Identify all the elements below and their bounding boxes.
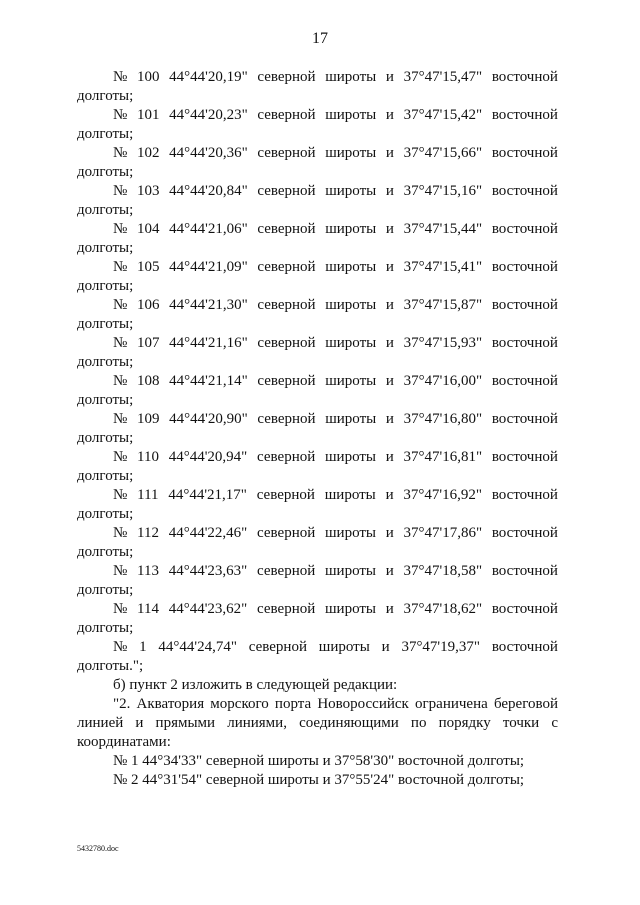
coordinate-w1: широты xyxy=(324,487,376,503)
coordinate-no: № xyxy=(113,183,128,199)
coordinate-w1: широты xyxy=(325,259,377,275)
coordinate-no: № xyxy=(113,487,128,503)
coordinate-tail: долготы; xyxy=(77,88,134,104)
coordinate-no: № xyxy=(113,373,128,389)
coordinate-lon: 37°47'18,58" xyxy=(403,563,483,579)
coordinate-w1: широты xyxy=(325,563,377,579)
coordinate-lon-label: восточной xyxy=(491,145,558,161)
coordinate-w1: широты xyxy=(325,411,377,427)
coordinate-lon-label: восточной xyxy=(491,563,558,579)
coordinate-num: 107 xyxy=(136,335,160,351)
coordinate-line xyxy=(77,68,558,87)
coordinate-lon: 37°47'16,00" xyxy=(403,373,483,389)
coordinate-num: 106 xyxy=(136,297,160,313)
coordinate-num: 100 xyxy=(136,69,160,85)
coordinate-line xyxy=(77,638,558,657)
coordinate-w1: широты xyxy=(325,145,377,161)
coordinate-list xyxy=(77,68,558,676)
coordinate-lon: 37°47'15,47" xyxy=(403,69,483,85)
coordinate-lon: 37°47'15,41" xyxy=(403,259,483,275)
coordinate-and: и xyxy=(385,69,394,85)
coordinate-lat: 44°44'20,84" xyxy=(169,183,248,199)
coordinate-num: 113 xyxy=(137,563,159,579)
coordinate-entry xyxy=(77,562,558,600)
coordinate-line xyxy=(77,562,558,581)
item-b-paragraph: б) пункт 2 изложить в следующей редакции: xyxy=(113,677,398,693)
coordinate-tail: долготы; xyxy=(77,620,134,636)
coordinate-no: № xyxy=(113,145,128,161)
coordinate-no: № xyxy=(113,639,128,655)
coordinate-and: и xyxy=(385,373,394,389)
coordinate-lon-label: восточной xyxy=(491,335,558,351)
coordinate-num: 1 xyxy=(139,639,147,655)
coordinate-and: и xyxy=(385,449,394,465)
coordinate-lon-label: восточной xyxy=(491,411,558,427)
coordinate-line xyxy=(77,106,558,125)
coordinate-lon: 37°47'15,42" xyxy=(403,107,483,123)
coordinate-lon-label: восточной xyxy=(491,449,558,465)
coordinate-tail: долготы; xyxy=(77,544,134,560)
coordinate-tail: долготы; xyxy=(77,430,134,446)
coordinate-lon-label: восточной xyxy=(491,183,558,199)
coordinate-lat: 44°44'23,62" xyxy=(168,601,248,617)
coordinate-lon: 37°47'15,66" xyxy=(403,145,483,161)
coordinate-line xyxy=(77,258,558,277)
coordinate-lat-label: северной xyxy=(257,411,316,427)
coordinate-w1: широты xyxy=(325,601,377,617)
coordinate-entry xyxy=(77,68,558,106)
coordinate-lon: 37°47'15,16" xyxy=(403,183,483,199)
coordinate-line xyxy=(77,524,558,543)
coordinate-lat: 44°44'21,09" xyxy=(169,259,248,275)
coordinate-and: и xyxy=(385,183,394,199)
coordinate-tail: долготы; xyxy=(77,506,134,522)
coordinate-lon-label: восточной xyxy=(491,601,558,617)
coordinate-lat-label: северной xyxy=(257,335,316,351)
coordinate-lon-label: восточной xyxy=(491,639,558,655)
coordinate-num: 110 xyxy=(137,449,159,465)
coordinate-and: и xyxy=(385,297,394,313)
coordinate-entry xyxy=(77,524,558,562)
coordinate-lat-label: северной xyxy=(256,487,315,503)
coordinate-lat-label: северной xyxy=(257,525,316,541)
coordinate-no: № xyxy=(113,335,128,351)
coordinate-no: № xyxy=(113,221,128,237)
coordinate-and: и xyxy=(385,487,394,503)
coordinate-num: 111 xyxy=(137,487,159,503)
coordinate-no: № xyxy=(113,69,128,85)
point-2-line: № 2 44°31'54" северной широты и 37°55'24" восточной долготы; xyxy=(113,772,525,788)
coordinate-lon-label: восточной xyxy=(491,297,558,313)
coordinate-entry xyxy=(77,448,558,486)
coordinate-lon-label: восточной xyxy=(491,487,558,503)
coordinate-w1: широты xyxy=(325,107,377,123)
coordinate-w1: широты xyxy=(325,221,377,237)
coordinate-lon: 37°47'17,86" xyxy=(403,525,483,541)
coordinate-no: № xyxy=(113,297,128,313)
coordinate-entry xyxy=(77,372,558,410)
coordinate-tail: долготы; xyxy=(77,582,134,598)
coordinate-and: и xyxy=(385,145,394,161)
coordinate-and: и xyxy=(385,259,394,275)
coordinate-tail: долготы; xyxy=(77,278,134,294)
coordinate-no: № xyxy=(113,601,128,617)
coordinate-and: и xyxy=(385,107,394,123)
coordinate-tail: долготы; xyxy=(77,392,134,408)
coordinate-lon: 37°47'19,37" xyxy=(401,639,481,655)
coordinate-num: 114 xyxy=(137,601,159,617)
coordinate-line xyxy=(77,600,558,619)
coordinate-and: и xyxy=(385,563,394,579)
coordinate-and: и xyxy=(385,601,394,617)
coordinate-lat: 44°44'21,14" xyxy=(169,373,248,389)
coordinate-lon: 37°47'15,87" xyxy=(403,297,483,313)
coordinate-lat: 44°44'20,36" xyxy=(169,145,248,161)
coordinate-line xyxy=(77,182,558,201)
coordinate-lon-label: восточной xyxy=(491,373,558,389)
coordinate-num: 109 xyxy=(136,411,160,427)
coordinate-line xyxy=(77,410,558,429)
coordinate-w1: широты xyxy=(325,373,377,389)
coordinate-num: 101 xyxy=(136,107,160,123)
coordinate-lon: 37°47'18,62" xyxy=(403,601,483,617)
coordinate-lon: 37°47'15,44" xyxy=(403,221,483,237)
coordinate-lat: 44°44'21,06" xyxy=(169,221,248,237)
coordinate-tail: долготы; xyxy=(77,354,134,370)
coordinate-tail: долготы; xyxy=(77,468,134,484)
coordinate-line xyxy=(77,448,558,467)
coordinate-no: № xyxy=(113,107,128,123)
coordinate-num: 108 xyxy=(136,373,160,389)
coordinate-and: и xyxy=(385,221,394,237)
coordinate-entry xyxy=(77,144,558,182)
coordinate-and: и xyxy=(385,525,394,541)
coordinate-lat-label: северной xyxy=(248,639,307,655)
coordinate-lat-label: северной xyxy=(257,107,316,123)
coordinate-w1: широты xyxy=(325,69,377,85)
coordinate-lat-label: северной xyxy=(257,601,316,617)
coordinate-num: 105 xyxy=(136,259,160,275)
coordinate-w1: широты xyxy=(318,639,370,655)
coordinate-lon-label: восточной xyxy=(491,221,558,237)
coordinate-tail: долготы."; xyxy=(77,658,144,674)
page-number: 17 xyxy=(312,30,328,47)
coordinate-lon: 37°47'16,92" xyxy=(403,487,482,503)
coordinate-entry xyxy=(77,600,558,638)
coordinate-line xyxy=(77,486,558,505)
coordinate-lat: 44°44'20,23" xyxy=(169,107,248,123)
coordinate-lat-label: северной xyxy=(257,449,316,465)
coordinate-and: и xyxy=(381,639,390,655)
coordinate-w1: широты xyxy=(325,335,377,351)
coordinate-lat: 44°44'21,16" xyxy=(169,335,248,351)
coordinate-lon: 37°47'16,80" xyxy=(403,411,483,427)
coordinate-lon: 37°47'15,93" xyxy=(403,335,483,351)
coordinate-line xyxy=(77,220,558,239)
coordinate-lat-label: северной xyxy=(257,183,316,199)
coordinate-lat-label: северной xyxy=(257,373,316,389)
coordinate-tail: долготы; xyxy=(77,316,134,332)
coordinate-entry xyxy=(77,638,558,676)
document-body xyxy=(77,68,558,790)
coordinate-lon: 37°47'16,81" xyxy=(403,449,483,465)
coordinate-no: № xyxy=(113,563,128,579)
coordinate-lat-label: северной xyxy=(257,221,316,237)
coordinate-lat: 44°44'21,17" xyxy=(168,487,247,503)
coordinate-num: 102 xyxy=(136,145,160,161)
coordinate-lat: 44°44'21,30" xyxy=(169,297,248,313)
coordinate-entry xyxy=(77,106,558,144)
coordinate-w1: широты xyxy=(325,183,377,199)
clause-2-paragraph: "2. Акватория морского порта Новороссийск ограничена береговой линией и прямыми линиями, соединяющими по порядку точки с координатами: xyxy=(77,696,558,750)
coordinate-lon-label: восточной xyxy=(491,525,558,541)
coordinate-lat-label: северной xyxy=(257,563,316,579)
coordinate-tail: долготы; xyxy=(77,202,134,218)
coordinate-entry xyxy=(77,220,558,258)
coordinate-num: 103 xyxy=(136,183,160,199)
coordinate-entry xyxy=(77,486,558,524)
coordinate-lat: 44°44'20,94" xyxy=(168,449,248,465)
coordinate-line xyxy=(77,334,558,353)
coordinate-entry xyxy=(77,182,558,220)
coordinate-w1: широты xyxy=(325,525,377,541)
coordinate-lon-label: восточной xyxy=(491,107,558,123)
coordinate-line xyxy=(77,296,558,315)
coordinate-entry xyxy=(77,410,558,448)
coordinate-lat: 44°44'22,46" xyxy=(168,525,248,541)
coordinate-lat: 44°44'20,19" xyxy=(169,69,248,85)
coordinate-and: и xyxy=(385,335,394,351)
coordinate-and: и xyxy=(385,411,394,427)
point-1-line: № 1 44°34'33" северной широты и 37°58'30" восточной долготы; xyxy=(113,753,525,769)
coordinate-no: № xyxy=(113,259,128,275)
coordinate-lat-label: северной xyxy=(257,145,316,161)
coordinate-no: № xyxy=(113,525,128,541)
coordinate-lat-label: северной xyxy=(257,69,316,85)
coordinate-no: № xyxy=(113,449,128,465)
coordinate-w1: широты xyxy=(325,449,377,465)
coordinate-num: 112 xyxy=(137,525,159,541)
coordinate-lat-label: северной xyxy=(257,297,316,313)
coordinate-entry xyxy=(77,258,558,296)
coordinate-tail: долготы; xyxy=(77,164,134,180)
coordinate-w1: широты xyxy=(325,297,377,313)
coordinate-entry xyxy=(77,296,558,334)
coordinate-tail: долготы; xyxy=(77,240,134,256)
coordinate-entry xyxy=(77,334,558,372)
coordinate-lat: 44°44'24,74" xyxy=(158,639,237,655)
coordinate-tail: долготы; xyxy=(77,126,134,142)
coordinate-line xyxy=(77,144,558,163)
coordinate-line xyxy=(77,372,558,391)
coordinate-lat: 44°44'20,90" xyxy=(169,411,248,427)
coordinate-no: № xyxy=(113,411,128,427)
coordinate-lon-label: восточной xyxy=(491,69,558,85)
coordinate-lon-label: восточной xyxy=(491,259,558,275)
file-name-footer: 5432780.doc xyxy=(77,844,119,853)
coordinate-lat-label: северной xyxy=(257,259,316,275)
coordinate-num: 104 xyxy=(136,221,160,237)
coordinate-lat: 44°44'23,63" xyxy=(168,563,248,579)
